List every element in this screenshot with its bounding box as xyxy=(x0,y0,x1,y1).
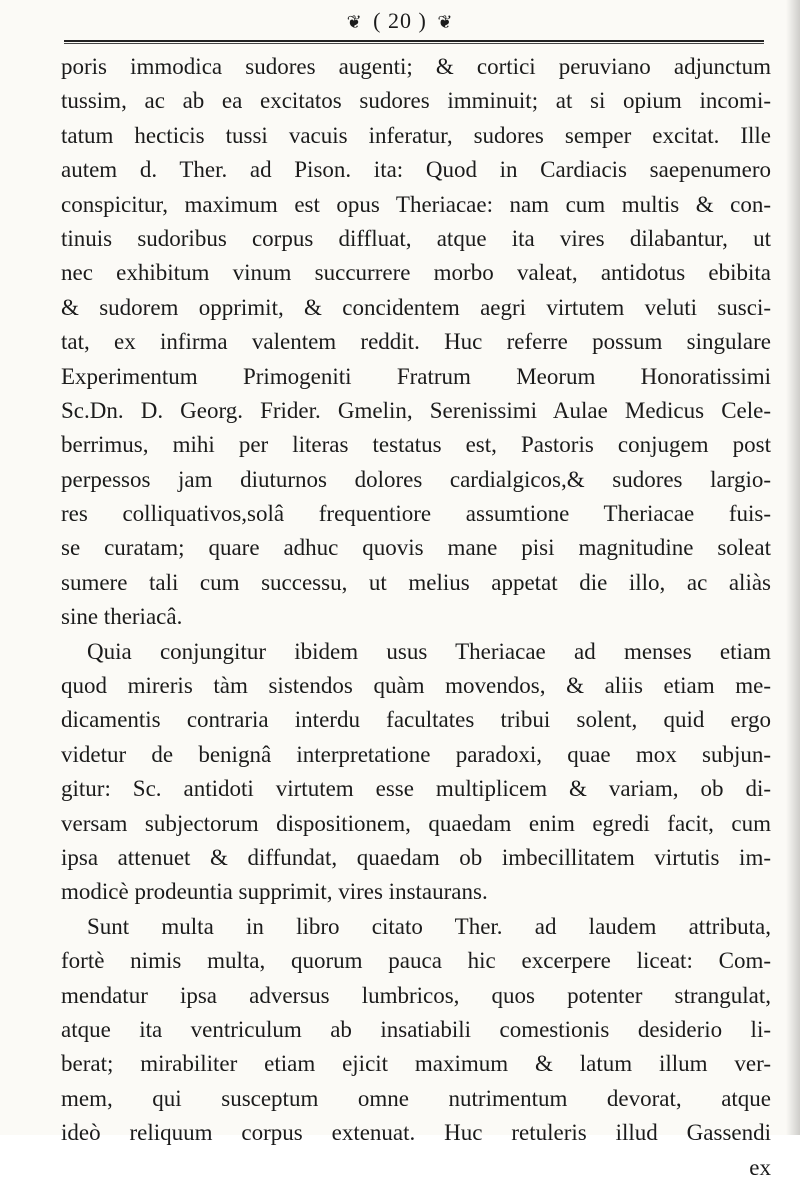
text-line: quod mireris tàm sistendos quàm movendos, & aliis etiam me- xyxy=(61,673,771,699)
text-line: res colliquativos,solâ frequentiore assumtione Theriacae fuis- xyxy=(61,501,771,527)
right-ornament-icon: ❦ xyxy=(437,12,454,33)
text-line: tatum hecticis tussi vacuis inferatur, sudores semper excitat. Ille xyxy=(61,122,771,148)
header-rule xyxy=(64,40,764,44)
text-line: tussim, ac ab ea excitatos sudores imminuit; at si opium incomi- xyxy=(61,88,771,114)
page-edge-shadow xyxy=(786,0,800,1135)
catchword: ex xyxy=(749,1154,771,1180)
text-line: berrimus, mihi per literas testatus est, Pastoris conjugem post xyxy=(61,432,771,458)
text-line: ipsa attenuet & diffundat, quaedam ob imbecillitatem virtutis im- xyxy=(61,844,771,870)
text-line: videtur de benignâ interpretatione paradoxi, quae mox subjun- xyxy=(61,741,771,767)
text-line: autem d. Ther. ad Pison. ita: Quod in Cardiacis saepenumero xyxy=(61,157,771,183)
text-line: gitur: Sc. antidoti virtutem esse multiplicem & variam, ob di- xyxy=(61,776,771,802)
text-line: conspicitur, maximum est opus Theriacae: nam cum multis & con- xyxy=(61,191,771,217)
left-ornament-icon: ❦ xyxy=(346,12,363,33)
text-line: modicè prodeuntia supprimit, vires instaurans. xyxy=(61,879,488,905)
text-line: sumere tali cum successu, ut melius appetat die illo, ac aliàs xyxy=(61,569,771,595)
text-line: mendatur ipsa adversus lumbricos, quos potenter strangulat, xyxy=(61,982,771,1008)
text-line: perpessos jam diuturnos dolores cardialgicos,& sudores largio- xyxy=(61,466,771,492)
text-line: Experimentum Primogeniti Fratrum Meorum Honoratissimi xyxy=(61,363,771,389)
text-line: tinuis sudoribus corpus diffluat, atque ita vires dilabantur, ut xyxy=(61,225,771,251)
text-line: versam subjectorum dispositionem, quaedam enim egredi facit, cum xyxy=(61,810,771,836)
text-line: fortè nimis multa, quorum pauca hic excerpere liceat: Com- xyxy=(61,948,771,974)
text-line: & sudorem opprimit, & concidentem aegri virtutem veluti susci- xyxy=(61,294,771,320)
text-line: se curatam; quare adhuc quovis mane pisi magnitudine soleat xyxy=(61,535,771,561)
text-line: ideò reliquum corpus extenuat. Huc retuleris illud Gassendi xyxy=(61,1120,771,1146)
page-number: ( 20 ) xyxy=(373,8,427,33)
text-line: atque ita ventriculum ab insatiabili comestionis desiderio li- xyxy=(61,1016,771,1042)
page-header xyxy=(0,8,800,34)
text-line: poris immodica sudores augenti; & cortici peruviano adjunctum xyxy=(61,54,771,79)
text-line: nec exhibitum vinum succurrere morbo valeat, antidotus ebibita xyxy=(61,260,771,286)
text-line: mem, qui susceptum omne nutrimentum devorat, atque xyxy=(61,1085,771,1111)
text-line: sine theriacâ. xyxy=(61,604,183,630)
text-line: dicamentis contraria interdu facultates tribui solent, quid ergo xyxy=(61,707,771,733)
body-text xyxy=(61,50,771,1185)
text-line: tat, ex infirma valentem reddit. Huc referre possum singulare xyxy=(61,329,771,355)
text-line: Sunt multa in libro citato Ther. ad laudem attributa, xyxy=(87,913,771,939)
text-line: berat; mirabiliter etiam ejicit maximum & latum illum ver- xyxy=(61,1051,771,1077)
text-line: Sc.Dn. D. Georg. Frider. Gmelin, Serenissimi Aulae Medicus Cele- xyxy=(61,397,771,423)
text-line: Quia conjungitur ibidem usus Theriacae ad menses etiam xyxy=(87,638,771,664)
